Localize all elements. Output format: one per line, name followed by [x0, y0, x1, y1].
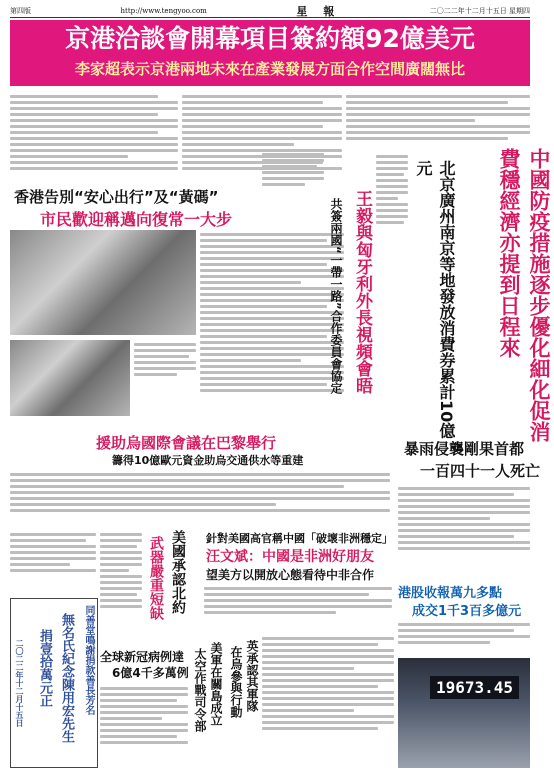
lead-subhead: 李家超表示京港兩地未來在產業發展方面合作空間廣闊無比 — [74, 60, 465, 78]
hk-covid-photo — [10, 230, 196, 335]
masthead — [10, 4, 530, 18]
africa-title: 汪文斌：中國是非洲好朋友 — [206, 549, 374, 565]
hk-covid-body — [200, 230, 344, 420]
ukraine-aid-title: 援助烏國際會議在巴黎舉行 — [96, 434, 277, 452]
notice-donor: 無名氏紀念陳用宏先生 — [59, 613, 74, 743]
hk-stocks-photo — [398, 658, 530, 768]
page-number: 第四版 — [10, 6, 31, 15]
lead-banner — [10, 20, 530, 86]
left-body-col — [10, 530, 96, 592]
covid-global-title: 全球新冠病例達 — [100, 650, 185, 664]
storm-subtitle: 一百四十一人死亡 — [420, 462, 541, 480]
uk-ukraine-subtitle: 在烏參與行動 — [229, 646, 243, 718]
hk-stocks-subtitle: 成交1千3百多億元 — [412, 604, 522, 619]
ukraine-aid-subtitle: 籌得10億歐元資金助烏交通供水等重建 — [112, 454, 304, 467]
uk-ukraine-body — [262, 634, 394, 768]
us-space-subtitle: 太空作戰司令部 — [193, 648, 207, 732]
storm-body — [398, 484, 530, 574]
nato-body — [100, 530, 142, 640]
covid-global-body — [100, 684, 188, 768]
wang-yi-title: 王毅與匈牙利外長視頻會晤 — [352, 190, 372, 394]
notice-amount: 捐壹拾萬元正 — [37, 629, 52, 707]
africa-subtitle: 望美方以開放心態看待中非合作 — [206, 568, 375, 582]
notice-date: 二〇二二年十二月十五日 — [15, 639, 25, 727]
issue-date: 二〇二二年十二月十五日 星期四 — [429, 6, 530, 15]
lead-body-col3 — [346, 92, 530, 150]
china-covid-title: 中國防疫措施逐步優化細化促消費穩經濟亦提到日程來 — [497, 148, 551, 442]
hk-stocks-body — [398, 620, 530, 656]
hk-covid-title-1: 香港告別“安心出行”及“黃碼” — [14, 188, 219, 206]
china-covid-body — [376, 152, 408, 432]
lead-headline: 京港洽談會開幕項目簽約額92億美元 — [65, 24, 475, 53]
wang-yi-subtitle: 共簽兩國“一帶一路”合作委員會協定 — [329, 198, 343, 394]
newspaper-brand: 星 報 — [296, 4, 341, 18]
africa-kicker: 針對美國高官稱中國「破壞非洲穩定」 — [206, 532, 393, 545]
storm-title: 暴雨侵襲剛果首都 — [404, 440, 525, 458]
china-covid-subtitle: 北京廣州南京等地發放消費券累計10億元 — [414, 160, 456, 439]
hk-covid-photo-2 — [10, 340, 130, 416]
us-space-title: 美軍在關島成立 — [209, 642, 223, 726]
uk-ukraine-title: 英承認其軍隊 — [245, 640, 259, 712]
covid-global-subtitle: 6億4千多萬例 — [112, 666, 189, 680]
lead-body-col1 — [10, 92, 178, 180]
nato-title-b: 武器嚴重短缺 — [148, 536, 164, 620]
notice-heading: 同善堂鳴謝捐款善長芳名 — [83, 605, 94, 715]
nato-title-a: 美國承認北約 — [170, 530, 186, 614]
site-url[interactable]: http://www.tengyoo.com — [120, 6, 207, 15]
hk-stocks-title: 港股收報萬九多點 — [398, 586, 503, 601]
hk-covid-title-2: 市民歡迎稱邁向復常一大步 — [40, 210, 233, 229]
africa-body — [204, 584, 392, 628]
wang-yi-body — [262, 150, 324, 210]
hk-covid-caption — [134, 340, 196, 420]
ukraine-aid-body — [10, 470, 390, 526]
donation-notice — [10, 598, 98, 768]
hk-stocks-index: 19673.45 — [430, 676, 519, 699]
